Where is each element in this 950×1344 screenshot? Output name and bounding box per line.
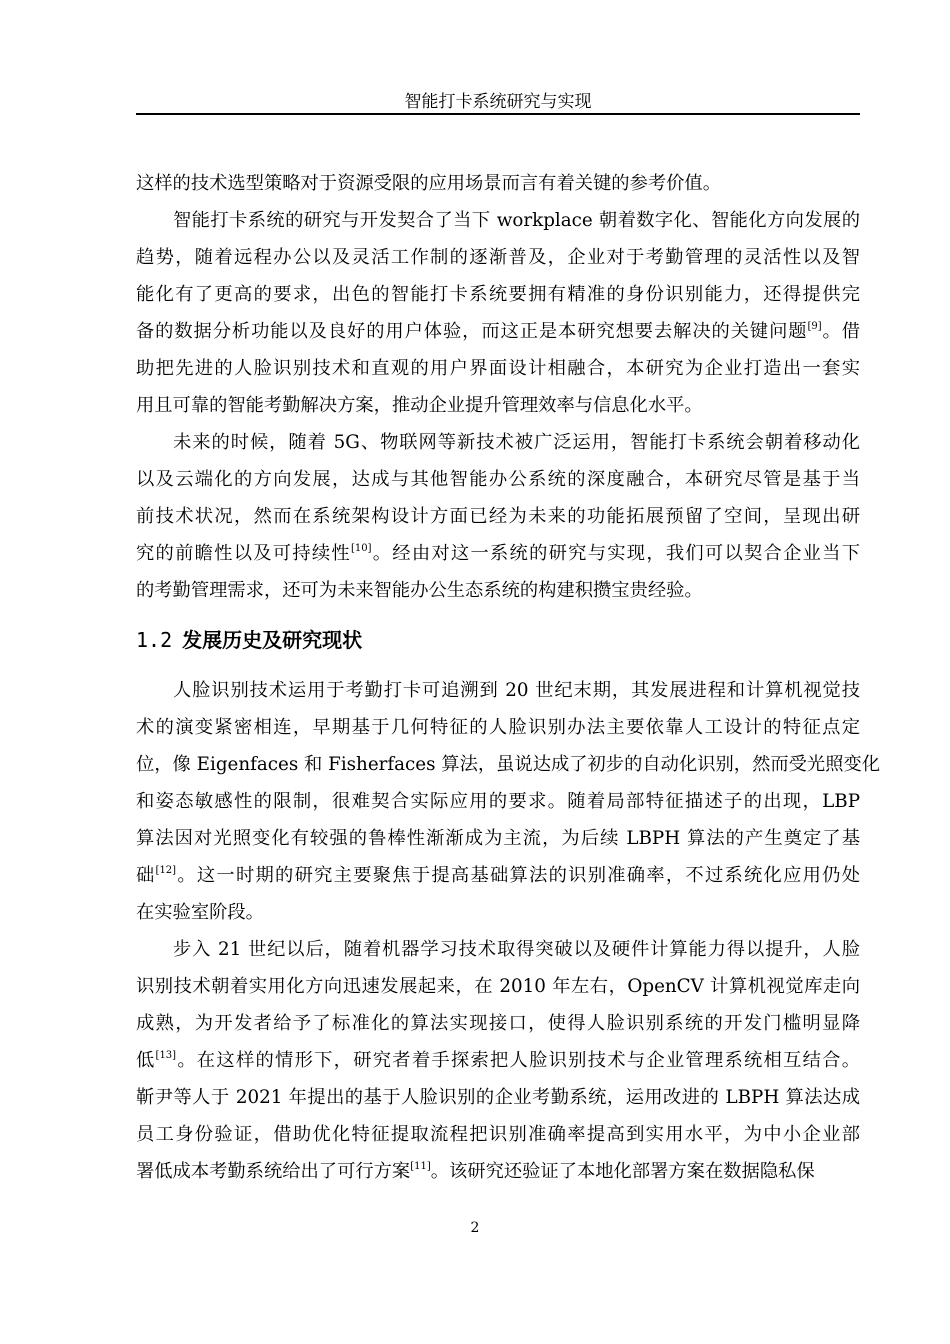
text-line: 识别技术朝着实用化方向迅速发展起来，在 2010 年左右，OpenCV 计算机视觉库走向 (136, 975, 860, 997)
text-line: 前技术状况，然而在系统架构设计方面已经为未来的功能拓展预留了空间，呈现出研 (136, 505, 860, 527)
text-segment: 。经由对这一系统的研究与实现，我们可以契合企业当下 (371, 542, 861, 564)
text-line: 员工身份验证，借助优化特征提取流程把识别准确率提高到实用水平，为中小企业部 (136, 1123, 860, 1145)
text-line (136, 857, 860, 894)
text-segment: 署低成本考勤系统给出了可行方案 (136, 1160, 411, 1182)
citation-reference: [10] (350, 542, 372, 554)
text-line: 能化有了更高的要求，出色的智能打卡系统要拥有精准的身份识别能力，还得提供完 (136, 283, 860, 305)
section-heading (136, 624, 362, 656)
text-segment: 备的数据分析功能以及良好的用户体验，而这正是本研究想要去解决的关键问题 (136, 320, 808, 342)
text-line: 智能打卡系统的研究与开发契合了当下 workplace 朝着数字化、智能化方向发展的 (173, 209, 860, 231)
text-segment: 。这一时期的研究主要聚焦于提高基础算法的识别准确率，不过系统化应用仍处 (176, 864, 861, 886)
text-line (136, 313, 860, 350)
text-segment: 。借 (821, 320, 861, 342)
citation-reference: [12] (155, 864, 177, 876)
text-line: 未来的时候，随着 5G、物联网等新技术被广泛运用，智能打卡系统会朝着移动化 (173, 431, 860, 453)
text-line: 步入 21 世纪以后，随着机器学习技术取得突破以及硬件计算能力得以提升，人脸 (173, 938, 860, 960)
text-segment: 低 (136, 1049, 156, 1071)
citation-reference: [9] (807, 320, 822, 332)
text-segment: 础 (136, 864, 156, 886)
text-line: 这样的技术选型策略对于资源受限的应用场景而言有着关键的参考价值。 (136, 172, 721, 194)
header-rule (136, 113, 860, 115)
text-line: 助把先进的人脸识别技术和直观的用户界面设计相融合，本研究为企业打造出一套实 (136, 357, 860, 379)
text-line (136, 1153, 860, 1190)
text-line: 算法因对光照变化有较强的鲁棒性渐渐成为主流，为后续 LBPH 算法的产生奠定了基 (136, 827, 860, 849)
text-line: 术的演变紧密相连，早期基于几何特征的人脸识别办法主要依靠人工设计的特征点定 (136, 716, 860, 738)
text-line: 在实验室阶段。 (136, 901, 264, 923)
text-line: 人脸识别技术运用于考勤打卡可追溯到 20 世纪末期，其发展进程和计算机视觉技 (173, 679, 860, 701)
citation-reference: [11] (410, 1160, 431, 1172)
text-segment: 。在这样的情形下，研究者着手探索把人脸识别技术与企业管理系统相互结合。 (176, 1049, 861, 1071)
section-title: 发展历史及研究现状 (182, 628, 363, 652)
text-segment: 究的前瞻性以及可持续性 (136, 542, 351, 564)
section-number: 1.2 (136, 628, 173, 652)
text-line: 和姿态敏感性的限制，很难契合实际应用的要求。随着局部特征描述子的出现，LBP (136, 790, 860, 812)
running-header-title: 智能打卡系统研究与实现 (404, 92, 592, 112)
text-line: 位，像 Eigenfaces 和 Fisherfaces 算法，虽说达成了初步的自动化识别，然而受光照变化 (136, 753, 881, 775)
text-line (136, 535, 860, 572)
text-line: 靳尹等人于 2021 年提出的基于人脸识别的企业考勤系统，运用改进的 LBPH 算法达成 (136, 1086, 860, 1108)
text-segment: 。该研究还验证了本地化部署方案在数据隐私保 (430, 1160, 815, 1182)
text-line: 以及云端化的方向发展，达成与其他智能办公系统的深度融合，本研究尽管是基于当 (136, 468, 860, 490)
text-line: 用且可靠的智能考勤解决方案，推动企业提升管理效率与信息化水平。 (136, 394, 703, 416)
page-number: 2 (470, 1220, 480, 1236)
text-line: 成熟，为开发者给予了标准化的算法实现接口，使得人脸识别系统的开发门槛明显降 (136, 1012, 860, 1034)
text-line: 的考勤管理需求，还可为未来智能办公生态系统的构建积攒宝贵经验。 (136, 579, 703, 601)
text-line: 趋势，随着远程办公以及灵活工作制的逐渐普及，企业对于考勤管理的灵活性以及智 (136, 246, 860, 268)
text-line (136, 1042, 860, 1079)
citation-reference: [13] (155, 1049, 177, 1061)
